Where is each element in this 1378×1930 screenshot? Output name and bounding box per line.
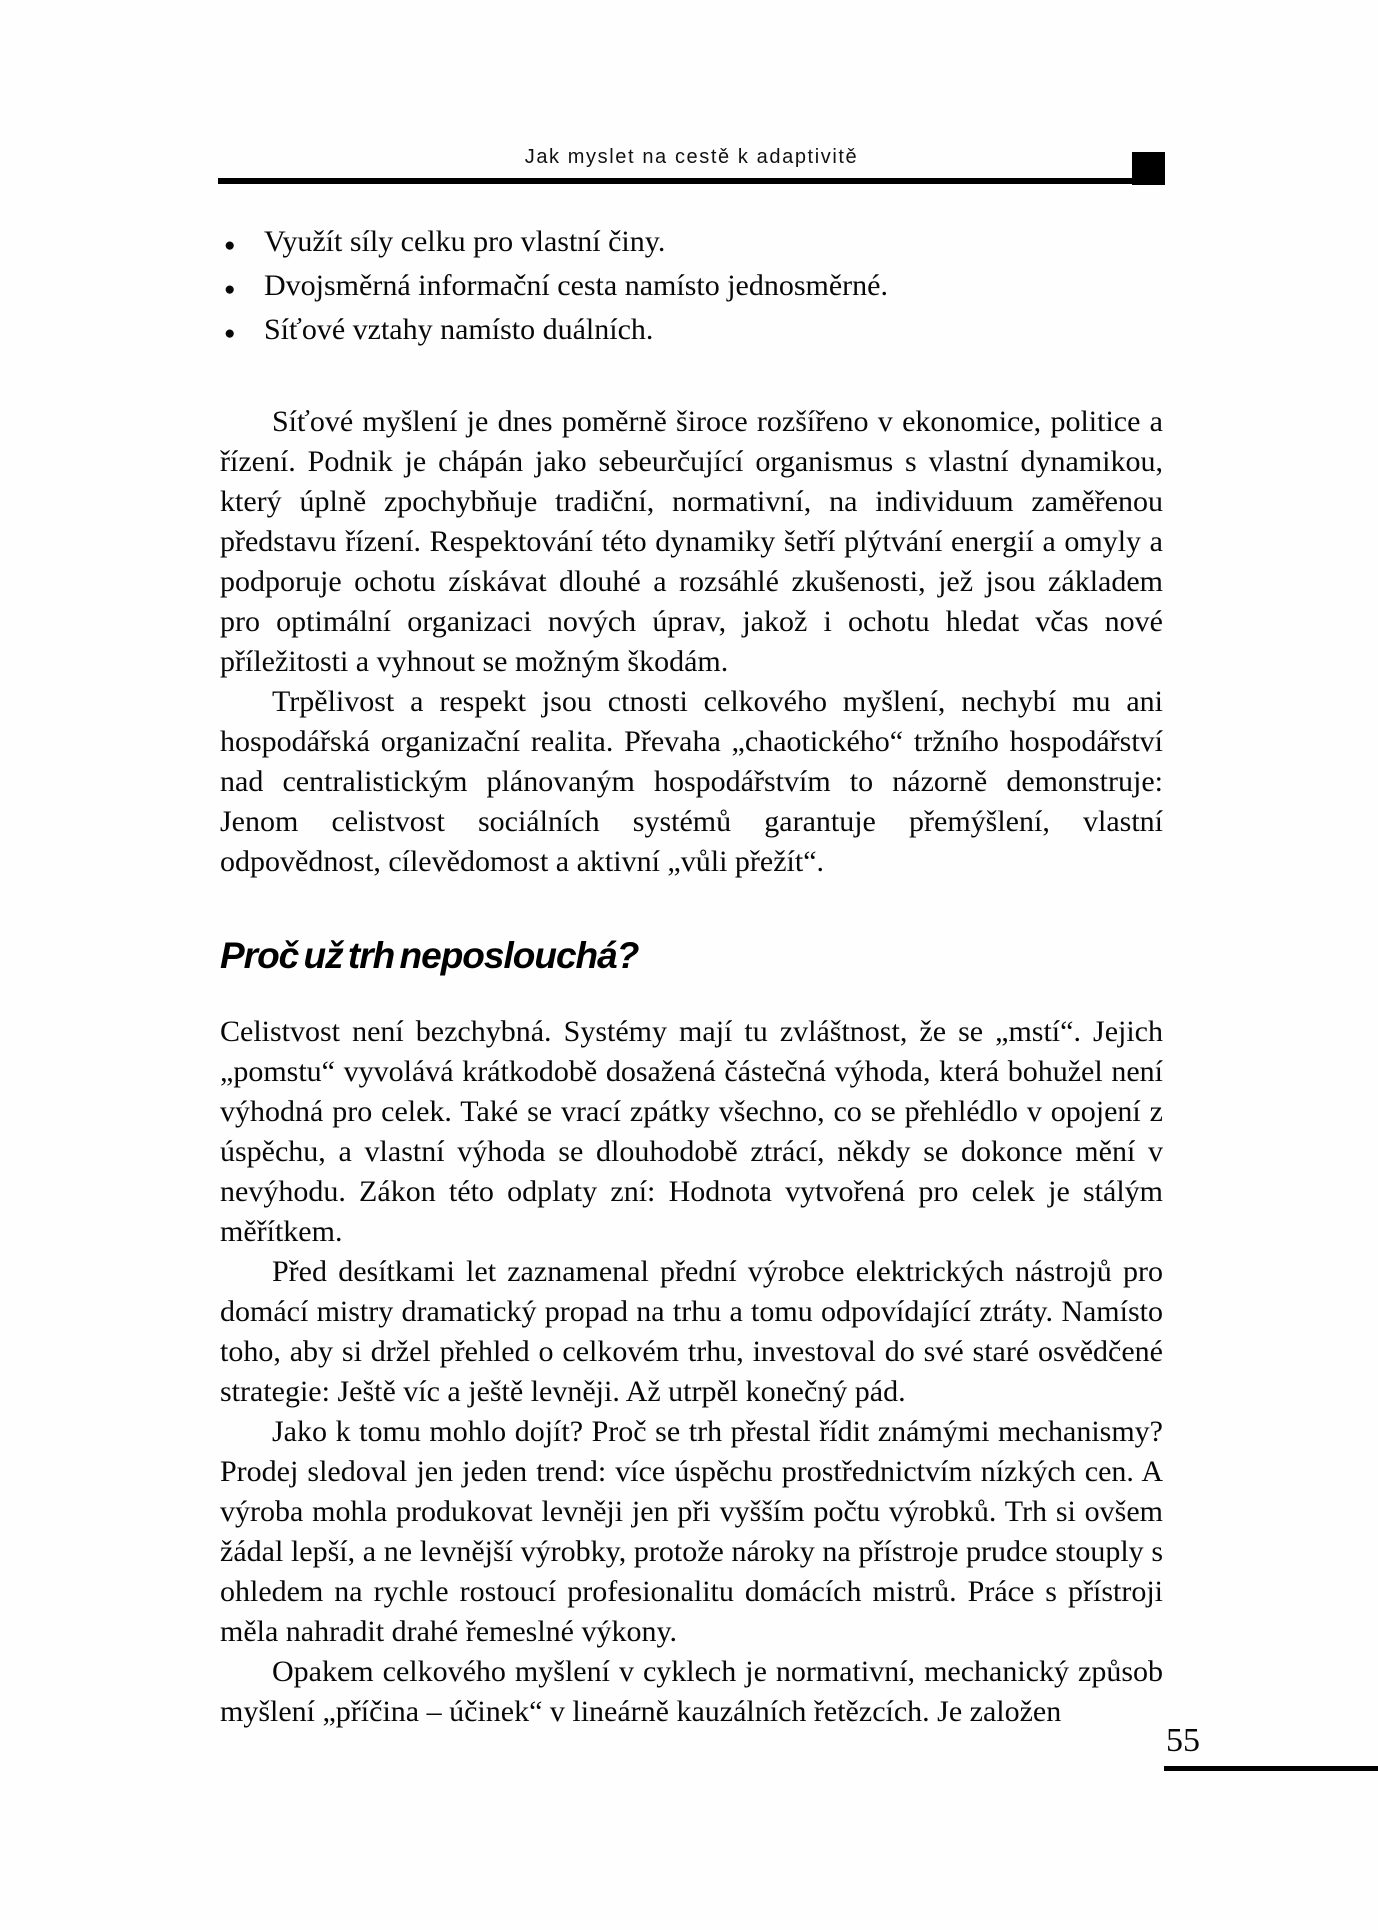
bullet-icon: ●: [224, 323, 236, 344]
bullet-list: [220, 222, 1163, 354]
paragraph: Celistvost není bezchybná. Systémy mají tu zvláštnost, že se „mstí“. Jejich „pomstu“ vyvolává krátkodobě dosažená částečná výhoda, která bohužel není výhodná pro celek. Také se vrací zpátky všechno, co se přehlédlo v opojení z úspěchu, a vlastní výhoda se dlouhodobě ztrácí, někdy se dokonce mění v nevýhodu. Zákon této odplaty zní: Hodnota vytvořená pro celek je stálým měřítkem.: [220, 1015, 1163, 1248]
text-column: [220, 184, 1163, 1732]
paragraph: Opakem celkového myšlení v cyklech je normativní, mechanický způsob myšlení „příčina – účinek“ v lineárně kauzálních řetězcích. Je založen: [220, 1655, 1163, 1728]
paragraph: Před desítkami let zaznamenal přední výrobce elektrických nástrojů pro domácí mistry dramatický propad na trhu a tomu odpovídající ztráty. Namísto toho, aby si držel přehled o celkovém trhu, investoval do své staré osvědčené strategie: Ještě víc a ještě levněji. Až utrpěl konečný pád.: [220, 1255, 1163, 1408]
list-item-text: Využít síly celku pro vlastní činy.: [264, 225, 666, 258]
page-number: 55: [1166, 1722, 1200, 1759]
section-heading: Proč už trh neposlouchá?: [220, 935, 639, 976]
list-item-text: Síťové vztahy namísto duálních.: [264, 313, 654, 346]
footer-rule: [1164, 1766, 1378, 1771]
bullet-icon: ●: [224, 235, 236, 256]
bullet-icon: ●: [224, 279, 236, 300]
list-item: [220, 310, 1163, 354]
list-item: [220, 222, 1163, 266]
running-header-title: Jak myslet na cestě k adaptivitě: [524, 146, 859, 168]
paragraph: Trpělivost a respekt jsou ctnosti celkového myšlení, nechybí mu ani hospodářská organizační realita. Převaha „chaotického“ tržního hospodářství nad centralistickým plánovaným hospodářstvím to názorně demonstruje: Jenom celistvost sociálních systémů garantuje přemýšlení, vlastní odpovědnost, cílevědomost a aktivní „vůli přežít“.: [220, 685, 1163, 878]
paragraph: Síťové myšlení je dnes poměrně široce rozšířeno v ekonomice, politice a řízení. Podnik je chápán jako sebeurčující organismus s vlastní dynamikou, který úplně zpochybňuje tradiční, normativní, na individuum zaměřenou představu řízení. Respektování této dynamiky šetří plýtvání energií a omyly a podporuje ochotu získávat dlouhé a rozsáhlé zkušenosti, jež jsou základem pro optimální organizaci nových úprav, jakož i ochotu hledat včas nové příležitosti a vyhnout se možným škodám.: [220, 405, 1163, 678]
list-item: [220, 266, 1163, 310]
corner-square-marker: [1132, 152, 1165, 185]
paragraph: Jako k tomu mohlo dojít? Proč se trh přestal řídit známými mechanismy? Prodej sledoval jen jeden trend: více úspěchu prostřednictvím nízkých cen. A výroba mohla produkovat levněji jen při vyšším počtu výrobků. Trh si ovšem žádal lepší, a ne levnější výrobky, protože nároky na přístroje prudce stouply s ohledem na rychle rostoucí profesionalitu domácích mistrů. Práce s přístroji měla nahradit drahé řemeslné výkony.: [220, 1415, 1163, 1648]
list-item-text: Dvojsměrná informační cesta namísto jednosměrné.: [264, 269, 888, 302]
